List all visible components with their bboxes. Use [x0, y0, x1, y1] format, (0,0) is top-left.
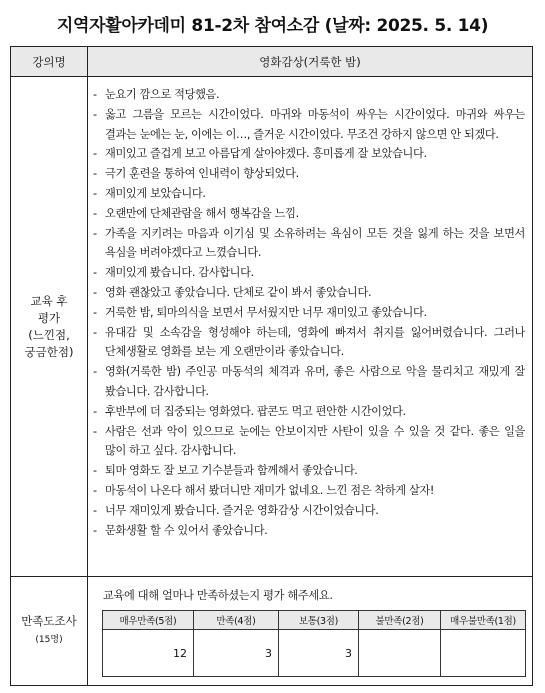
feedback-item: - 눈요기 깜으로 적당했음.	[93, 88, 220, 101]
feedback-item: - 영화 괜찮았고 좋았습니다. 단체로 같이 봐서 좋았습니다.	[93, 285, 372, 299]
feedback-item: - 영화(거룩한 밤) 주인공 마동석의 체격과 유머, 좋은 사람으로 악을 물리치고 재밌게 잘 봤습니다. 감사합니다.	[93, 365, 525, 398]
document-title: 지역자활아카데미 81-2차 참여소감 (날짜: 2025. 5. 14)	[56, 15, 489, 36]
column-divider	[87, 47, 88, 685]
survey-label: 만족도조사	[21, 614, 77, 628]
header-lecture-title: 영화감상(거룩한 밤)	[259, 54, 361, 69]
feedback-item: - 마동석이 나온다 해서 봤더니만 재미가 없네요. 느낀 점은 착하게 살자!	[93, 483, 434, 497]
feedback-item: - 퇴마 영화도 잘 보고 기수분들과 함께해서 좋았습니다.	[93, 464, 358, 478]
evaluation-label-line: 교육 후	[30, 293, 68, 308]
satisfaction-value-very-satisfied: 12	[173, 646, 187, 660]
header-lecture-name: 강의명	[32, 54, 66, 69]
feedback-item: - 문화생활 할 수 있어서 좋았습니다.	[93, 523, 268, 537]
satisfaction-value-neutral: 3	[345, 646, 352, 660]
feedback-table	[10, 46, 533, 686]
satisfaction-table	[102, 610, 526, 677]
feedback-item: - 거룩한 밤, 퇴마의식을 보면서 무서웠지만 너무 재미있고 좋았습니다.	[93, 305, 427, 319]
satisfaction-value-dissatisfied	[359, 630, 440, 676]
satisfaction-value-satisfied: 3	[265, 646, 272, 660]
satisfaction-header-very-dissatisfied: 매우불만족(1점)	[450, 616, 516, 627]
feedback-item: - 옳고 그름을 모르는 시간이었다. 마귀와 마동석이 싸우는 시간이었다. 마귀와 싸우는 결과는 눈에는 눈, 이에는 이…, 즐거운 시간이었다. 무조건 강하지 않으면 안 되겠다.	[93, 107, 525, 141]
feedback-item: - 재미있게 보았습니다.	[93, 186, 206, 200]
feedback-item: - 가족을 지키려는 마음과 이기심 및 소유하려는 욕심이 모든 것을 잃게 하는 것을 보면서 욕심을 버려야겠다고 느꼈습니다.	[93, 226, 525, 260]
feedback-item: - 극기 훈련을 통하여 인내력이 향상되었다.	[93, 167, 299, 181]
row-divider	[11, 576, 532, 577]
feedback-item: - 너무 재미있게 봤습니다. 즐거운 영화감상 시간이었습니다.	[93, 503, 379, 517]
survey-question: 교육에 대해 얼마나 만족하셨는지 평가 해주세요.	[103, 589, 333, 602]
satisfaction-header-satisfied: 만족(4점)	[216, 616, 256, 627]
feedback-item: - 재미있고 즐겁게 보고 아름답게 살아야겠다. 흥미롭게 잘 보았습니다.	[93, 147, 427, 161]
satisfaction-header-very-satisfied: 매우만족(5점)	[119, 616, 177, 627]
evaluation-label-line: (느낀점,	[28, 327, 70, 342]
feedback-item: - 유대감 및 소속감을 형성해야 하는데, 영화에 빠져서 취지를 잃어버렸습니다. 그러나 단체생활로 영화를 보는 게 오랜만이라 좋았습니다.	[93, 325, 525, 359]
satisfaction-header-neutral: 보통(3점)	[298, 616, 339, 627]
feedback-item: - 재미있게 봤습니다. 감사합니다.	[93, 266, 254, 280]
feedback-item: - 오랜만에 단체관람을 해서 행복감을 느낌.	[93, 206, 299, 220]
table-header-row	[11, 47, 532, 77]
evaluation-label-line: 평가	[37, 310, 61, 325]
evaluation-label-cell	[11, 77, 87, 576]
satisfaction-header-dissatisfied: 불만족(2점)	[375, 616, 424, 627]
feedback-item: - 사람은 선과 악이 있으므로 눈에는 안보이지만 사탄이 있을 수 있을 것 같다. 좋은 일을 많이 하고 싶다. 감사합니다.	[93, 424, 525, 458]
satisfaction-value-very-dissatisfied	[441, 630, 525, 676]
survey-respondent-count: (15명)	[35, 635, 63, 645]
survey-label-cell	[11, 577, 87, 685]
evaluation-label-line: 궁금한점)	[24, 344, 74, 359]
feedback-item: - 후반부에 더 집중되는 영화였다. 팝콘도 먹고 편안한 시간이었다.	[93, 404, 406, 418]
feedback-list	[93, 85, 525, 540]
